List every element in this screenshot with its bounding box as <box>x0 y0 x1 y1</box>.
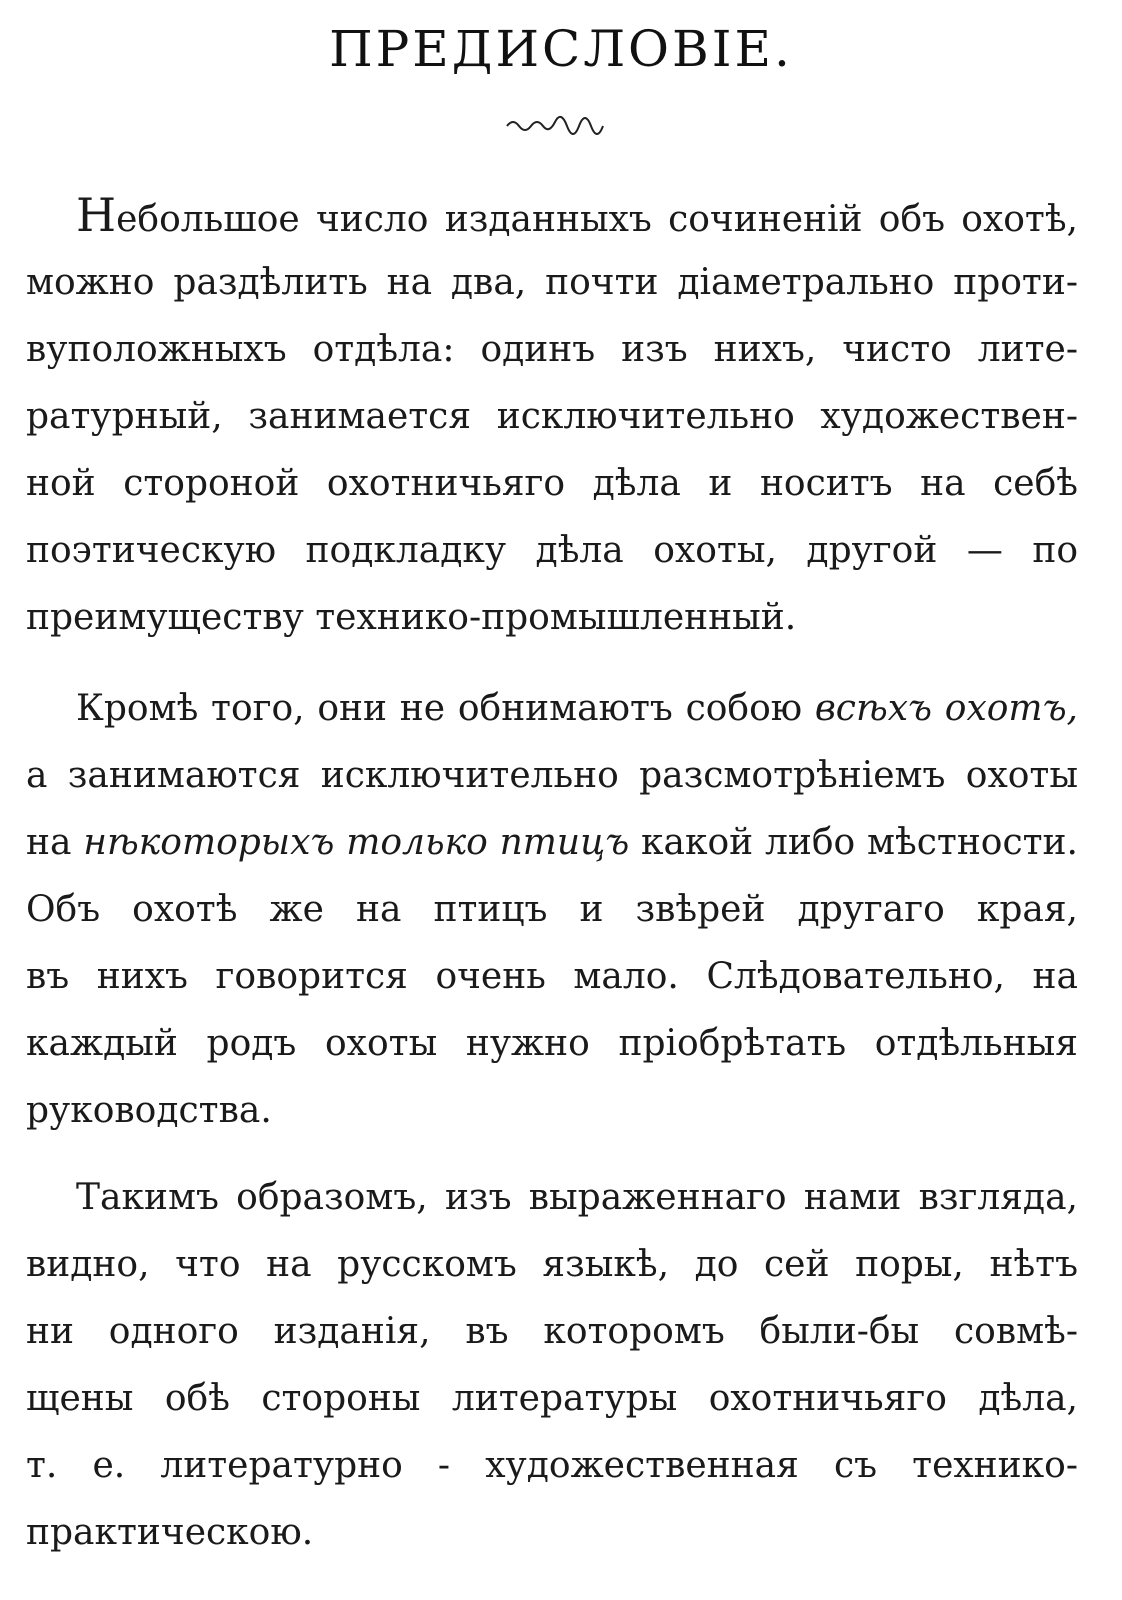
text-line: Объ охотѣ же на птицъ и звѣрей другаго края, <box>26 889 1078 930</box>
text-line: поэтическую подкладку дѣла охоты, другой — по <box>26 530 1078 571</box>
paragraph-1 <box>26 182 1078 651</box>
italic-text: нѣкоторыхъ только птицъ <box>83 822 630 863</box>
text-line: руководства. <box>26 1090 272 1131</box>
text-line: практическою. <box>26 1512 314 1553</box>
text-line: щены обѣ стороны литературы охотничьяго дѣла, <box>26 1378 1078 1419</box>
text-line: ной стороной охотничьяго дѣла и носитъ на себѣ <box>26 463 1078 504</box>
text-line <box>26 675 1078 742</box>
line-text: какой либо мѣстности. <box>629 822 1078 863</box>
line-text: Кромѣ того, они не обнимаютъ собою <box>76 688 815 729</box>
text-line: ратурный, занимается исключительно художествен- <box>26 396 1078 437</box>
text-line: можно раздѣлить на два, почти діаметрально проти- <box>26 262 1078 303</box>
text-line: а занимаются исключительно разсмотрѣніемъ охоты <box>26 755 1078 796</box>
text-line: каждый родъ охоты нужно пріобрѣтать отдѣльныя <box>26 1023 1078 1064</box>
text-line: ни одного изданія, въ которомъ были-бы совмѣ- <box>26 1311 1078 1352</box>
wavy-line-ornament-icon <box>505 112 605 136</box>
paragraph-3 <box>26 1164 1078 1566</box>
text-line <box>26 182 1078 249</box>
page-title: ПРЕДИСЛОВІЕ. <box>329 20 793 78</box>
text-line: т. е. литературно - художественная съ технико- <box>26 1445 1078 1486</box>
paragraph-2 <box>26 675 1078 1144</box>
line-text: ебольшое число изданныхъ сочиненій объ охотѣ, <box>116 199 1078 240</box>
text-line <box>26 809 1078 876</box>
text-line: въ нихъ говорится очень мало. Слѣдовательно, на <box>26 956 1078 997</box>
text-line: вуположныхъ отдѣла: одинъ изъ нихъ, чисто лите- <box>26 329 1078 370</box>
text-line: преимуществу технико-промышленный. <box>26 597 797 638</box>
italic-text: всѣхъ охотъ, <box>814 688 1078 729</box>
line-text: на <box>26 822 84 863</box>
text-line: видно, что на русскомъ языкѣ, до сей поры, нѣтъ <box>26 1244 1078 1285</box>
drop-letter: Н <box>76 188 117 242</box>
text-line: Такимъ образомъ, изъ выраженнаго нами взгляда, <box>76 1177 1078 1218</box>
